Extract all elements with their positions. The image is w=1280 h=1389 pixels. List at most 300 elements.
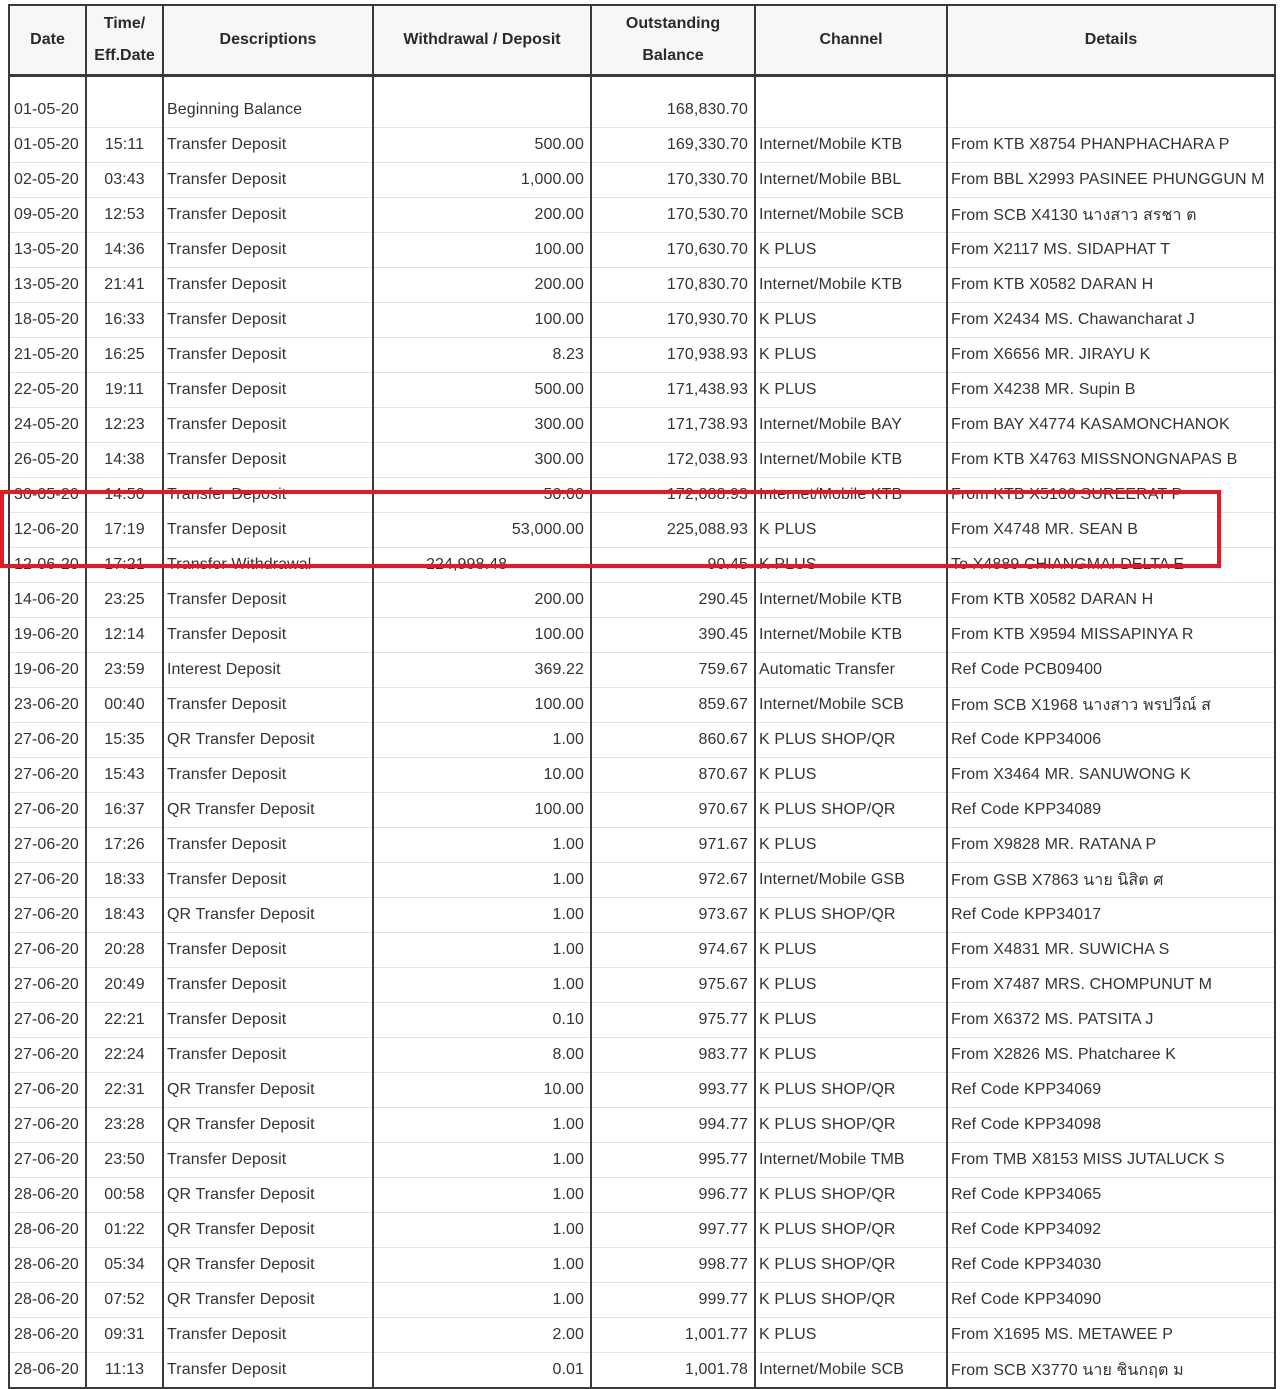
- spacer-cell: [947, 76, 1275, 94]
- cell-channel: Internet/Mobile BAY: [755, 408, 947, 443]
- cell-balance: 870.67: [591, 758, 755, 793]
- cell-time: 19:11: [86, 373, 163, 408]
- spacer-cell: [373, 76, 591, 94]
- cell-time: 14:36: [86, 233, 163, 268]
- cell-time: 16:25: [86, 338, 163, 373]
- cell-details: Ref Code KPP34030: [947, 1248, 1275, 1283]
- cell-description: Transfer Deposit: [163, 583, 373, 618]
- cell-time: 21:41: [86, 268, 163, 303]
- cell-date: 27-06-20: [9, 933, 86, 968]
- cell-channel: K PLUS SHOP/QR: [755, 1073, 947, 1108]
- spacer-row: [9, 76, 1275, 94]
- cell-time: 20:49: [86, 968, 163, 1003]
- cell-date: 19-06-20: [9, 653, 86, 688]
- table-row: [9, 1178, 1275, 1213]
- cell-amount: 100.00: [373, 233, 591, 268]
- cell-time: 17:21: [86, 548, 163, 583]
- cell-time: 00:40: [86, 688, 163, 723]
- cell-time: 22:21: [86, 1003, 163, 1038]
- table-row: [9, 1353, 1275, 1389]
- cell-time: 12:14: [86, 618, 163, 653]
- cell-amount: 1.00: [373, 1143, 591, 1178]
- cell-channel: Internet/Mobile KTB: [755, 128, 947, 163]
- table-row: [9, 1073, 1275, 1108]
- cell-channel: Internet/Mobile KTB: [755, 618, 947, 653]
- cell-details: From KTB X5106 SUREERAT P: [947, 478, 1275, 513]
- cell-time: 22:31: [86, 1073, 163, 1108]
- cell-details: From KTB X4763 MISSNONGNAPAS B: [947, 443, 1275, 478]
- cell-description: Transfer Deposit: [163, 933, 373, 968]
- cell-time: 03:43: [86, 163, 163, 198]
- cell-description: QR Transfer Deposit: [163, 1248, 373, 1283]
- header-channel: Channel: [755, 5, 947, 76]
- table-row: [9, 268, 1275, 303]
- cell-time: 09:31: [86, 1318, 163, 1353]
- cell-channel: K PLUS: [755, 513, 947, 548]
- cell-description: Transfer Deposit: [163, 268, 373, 303]
- cell-amount: 53,000.00: [373, 513, 591, 548]
- spacer-cell: [9, 76, 86, 94]
- header-date: Date: [9, 5, 86, 76]
- cell-date: 13-05-20: [9, 268, 86, 303]
- cell-time: 16:33: [86, 303, 163, 338]
- table-row: [9, 688, 1275, 723]
- table-row: [9, 163, 1275, 198]
- table-row: [9, 793, 1275, 828]
- cell-date: 01-05-20: [9, 93, 86, 128]
- cell-balance: 172,038.93: [591, 443, 755, 478]
- cell-balance: 1,001.77: [591, 1318, 755, 1353]
- cell-details: Ref Code KPP34089: [947, 793, 1275, 828]
- cell-details: Ref Code KPP34065: [947, 1178, 1275, 1213]
- cell-details: From X7487 MRS. CHOMPUNUT M: [947, 968, 1275, 1003]
- cell-balance: 996.77: [591, 1178, 755, 1213]
- cell-channel: K PLUS: [755, 338, 947, 373]
- cell-channel: K PLUS SHOP/QR: [755, 1283, 947, 1318]
- cell-date: 27-06-20: [9, 1073, 86, 1108]
- table-row: [9, 1318, 1275, 1353]
- header-outstanding-balance: Outstanding Balance: [591, 5, 755, 76]
- cell-amount: 0.01: [373, 1353, 591, 1389]
- cell-date: 27-06-20: [9, 723, 86, 758]
- cell-amount: 1.00: [373, 828, 591, 863]
- table-row: [9, 548, 1275, 583]
- cell-date: 12-06-20: [9, 548, 86, 583]
- cell-date: 27-06-20: [9, 1003, 86, 1038]
- cell-date: 01-05-20: [9, 128, 86, 163]
- cell-balance: 975.77: [591, 1003, 755, 1038]
- cell-description: Transfer Deposit: [163, 1318, 373, 1353]
- cell-description: Transfer Deposit: [163, 863, 373, 898]
- cell-description: QR Transfer Deposit: [163, 1178, 373, 1213]
- table-row: [9, 478, 1275, 513]
- table-row: [9, 443, 1275, 478]
- cell-description: Interest Deposit: [163, 653, 373, 688]
- cell-channel: K PLUS SHOP/QR: [755, 1213, 947, 1248]
- cell-time: 20:28: [86, 933, 163, 968]
- cell-time: 00:58: [86, 1178, 163, 1213]
- cell-date: 26-05-20: [9, 443, 86, 478]
- cell-balance: 171,738.93: [591, 408, 755, 443]
- cell-description: QR Transfer Deposit: [163, 1108, 373, 1143]
- cell-amount: 1.00: [373, 1248, 591, 1283]
- cell-details: From X9828 MR. RATANA P: [947, 828, 1275, 863]
- cell-channel: K PLUS: [755, 1318, 947, 1353]
- cell-balance: 390.45: [591, 618, 755, 653]
- cell-date: 18-05-20: [9, 303, 86, 338]
- cell-balance: 859.67: [591, 688, 755, 723]
- table-row: [9, 968, 1275, 1003]
- cell-time: 18:43: [86, 898, 163, 933]
- cell-description: Transfer Deposit: [163, 688, 373, 723]
- cell-amount: 100.00: [373, 303, 591, 338]
- cell-channel: Automatic Transfer: [755, 653, 947, 688]
- cell-date: 28-06-20: [9, 1213, 86, 1248]
- cell-date: 22-05-20: [9, 373, 86, 408]
- table-row: [9, 93, 1275, 128]
- table-row: [9, 1143, 1275, 1178]
- cell-date: 28-06-20: [9, 1353, 86, 1389]
- cell-channel: K PLUS: [755, 1003, 947, 1038]
- cell-amount: 1.00: [373, 863, 591, 898]
- cell-amount: 300.00: [373, 408, 591, 443]
- cell-balance: 997.77: [591, 1213, 755, 1248]
- cell-details: Ref Code KPP34069: [947, 1073, 1275, 1108]
- cell-amount: 8.00: [373, 1038, 591, 1073]
- table-row: [9, 898, 1275, 933]
- cell-details: From KTB X0582 DARAN H: [947, 268, 1275, 303]
- cell-channel: Internet/Mobile KTB: [755, 268, 947, 303]
- cell-balance: 90.45: [591, 548, 755, 583]
- table-row: [9, 373, 1275, 408]
- cell-description: Transfer Withdrawal: [163, 548, 373, 583]
- cell-balance: 999.77: [591, 1283, 755, 1318]
- cell-date: 23-06-20: [9, 688, 86, 723]
- cell-time: 23:50: [86, 1143, 163, 1178]
- table-row: [9, 758, 1275, 793]
- cell-details: Ref Code KPP34090: [947, 1283, 1275, 1318]
- header-withdrawal-deposit: Withdrawal / Deposit: [373, 5, 591, 76]
- cell-details: From X2117 MS. SIDAPHAT T: [947, 233, 1275, 268]
- cell-amount: 1.00: [373, 898, 591, 933]
- cell-balance: 172,088.93: [591, 478, 755, 513]
- cell-description: Transfer Deposit: [163, 513, 373, 548]
- cell-channel: K PLUS: [755, 933, 947, 968]
- cell-time: 01:22: [86, 1213, 163, 1248]
- cell-details: From X6656 MR. JIRAYU K: [947, 338, 1275, 373]
- cell-date: 19-06-20: [9, 618, 86, 653]
- cell-balance: 975.67: [591, 968, 755, 1003]
- cell-description: Transfer Deposit: [163, 1143, 373, 1178]
- cell-amount: 100.00: [373, 793, 591, 828]
- cell-details: From SCB X1968 นางสาว พรปวีณ์ ส: [947, 688, 1275, 723]
- cell-balance: 170,930.70: [591, 303, 755, 338]
- cell-amount: 100.00: [373, 618, 591, 653]
- cell-channel: Internet/Mobile BBL: [755, 163, 947, 198]
- cell-details: From GSB X7863 นาย นิสิต ศ: [947, 863, 1275, 898]
- cell-description: Transfer Deposit: [163, 1353, 373, 1389]
- cell-channel: K PLUS SHOP/QR: [755, 723, 947, 758]
- table-row: [9, 618, 1275, 653]
- cell-description: Beginning Balance: [163, 93, 373, 128]
- cell-description: Transfer Deposit: [163, 303, 373, 338]
- cell-time: 14:38: [86, 443, 163, 478]
- cell-amount: [373, 93, 591, 128]
- cell-description: QR Transfer Deposit: [163, 898, 373, 933]
- cell-channel: Internet/Mobile KTB: [755, 478, 947, 513]
- cell-date: 27-06-20: [9, 1038, 86, 1073]
- header-descriptions: Descriptions: [163, 5, 373, 76]
- cell-balance: 971.67: [591, 828, 755, 863]
- cell-description: Transfer Deposit: [163, 338, 373, 373]
- cell-description: Transfer Deposit: [163, 618, 373, 653]
- cell-time: 18:33: [86, 863, 163, 898]
- cell-time: 11:13: [86, 1353, 163, 1389]
- cell-date: 27-06-20: [9, 968, 86, 1003]
- cell-details: From X4831 MR. SUWICHA S: [947, 933, 1275, 968]
- cell-amount: 2.00: [373, 1318, 591, 1353]
- header-time: Time/ Eff.Date: [86, 5, 163, 76]
- cell-details: From KTB X9594 MISSAPINYA R: [947, 618, 1275, 653]
- cell-description: Transfer Deposit: [163, 828, 373, 863]
- cell-channel: K PLUS: [755, 373, 947, 408]
- cell-time: 12:23: [86, 408, 163, 443]
- cell-details: Ref Code KPP34098: [947, 1108, 1275, 1143]
- cell-balance: 171,438.93: [591, 373, 755, 408]
- cell-details: From SCB X3770 นาย ชินกฤต ม: [947, 1353, 1275, 1389]
- cell-description: Transfer Deposit: [163, 233, 373, 268]
- table-row: [9, 233, 1275, 268]
- cell-description: Transfer Deposit: [163, 1003, 373, 1038]
- cell-balance: 170,530.70: [591, 198, 755, 233]
- cell-time: 23:59: [86, 653, 163, 688]
- cell-date: 21-05-20: [9, 338, 86, 373]
- cell-balance: 170,830.70: [591, 268, 755, 303]
- cell-amount: 1.00: [373, 1178, 591, 1213]
- cell-balance: 169,330.70: [591, 128, 755, 163]
- cell-time: 17:26: [86, 828, 163, 863]
- cell-date: 12-06-20: [9, 513, 86, 548]
- cell-date: 09-05-20: [9, 198, 86, 233]
- cell-channel: [755, 93, 947, 128]
- table-row: [9, 863, 1275, 898]
- cell-balance: 972.67: [591, 863, 755, 898]
- cell-description: Transfer Deposit: [163, 478, 373, 513]
- spacer-cell: [86, 76, 163, 94]
- cell-details: Ref Code KPP34092: [947, 1213, 1275, 1248]
- cell-channel: K PLUS: [755, 1038, 947, 1073]
- cell-channel: Internet/Mobile KTB: [755, 583, 947, 618]
- cell-channel: K PLUS: [755, 828, 947, 863]
- statement-table: [8, 4, 1276, 1389]
- cell-date: 27-06-20: [9, 1143, 86, 1178]
- table-row: [9, 1038, 1275, 1073]
- cell-date: 28-06-20: [9, 1318, 86, 1353]
- cell-amount: 200.00: [373, 198, 591, 233]
- cell-details: From BAY X4774 KASAMONCHANOK: [947, 408, 1275, 443]
- cell-description: Transfer Deposit: [163, 198, 373, 233]
- cell-amount: 369.22: [373, 653, 591, 688]
- cell-details: From BBL X2993 PASINEE PHUNGGUN M: [947, 163, 1275, 198]
- table-row: [9, 338, 1275, 373]
- cell-details: Ref Code KPP34017: [947, 898, 1275, 933]
- cell-details: From X2826 MS. Phatcharee K: [947, 1038, 1275, 1073]
- table-row: [9, 723, 1275, 758]
- cell-description: QR Transfer Deposit: [163, 1073, 373, 1108]
- cell-time: 17:19: [86, 513, 163, 548]
- cell-date: 28-06-20: [9, 1248, 86, 1283]
- cell-balance: 759.67: [591, 653, 755, 688]
- cell-amount: 1,000.00: [373, 163, 591, 198]
- cell-amount: 10.00: [373, 1073, 591, 1108]
- cell-details: From X3464 MR. SANUWONG K: [947, 758, 1275, 793]
- cell-channel: K PLUS SHOP/QR: [755, 898, 947, 933]
- cell-balance: 170,330.70: [591, 163, 755, 198]
- cell-details: [947, 93, 1275, 128]
- cell-details: Ref Code KPP34006: [947, 723, 1275, 758]
- spacer-cell: [591, 76, 755, 94]
- cell-amount: 50.00: [373, 478, 591, 513]
- spacer-cell: [755, 76, 947, 94]
- cell-description: Transfer Deposit: [163, 373, 373, 408]
- cell-channel: Internet/Mobile SCB: [755, 688, 947, 723]
- table-row: [9, 198, 1275, 233]
- cell-description: Transfer Deposit: [163, 163, 373, 198]
- table-row: [9, 1283, 1275, 1318]
- cell-details: From X1695 MS. METAWEE P: [947, 1318, 1275, 1353]
- cell-details: From TMB X8153 MISS JUTALUCK S: [947, 1143, 1275, 1178]
- cell-description: Transfer Deposit: [163, 443, 373, 478]
- cell-balance: 983.77: [591, 1038, 755, 1073]
- table-row: [9, 933, 1275, 968]
- table-row: [9, 1248, 1275, 1283]
- cell-balance: 995.77: [591, 1143, 755, 1178]
- cell-date: 28-06-20: [9, 1178, 86, 1213]
- cell-amount: 1.00: [373, 933, 591, 968]
- cell-channel: Internet/Mobile TMB: [755, 1143, 947, 1178]
- table-row: [9, 513, 1275, 548]
- cell-balance: 168,830.70: [591, 93, 755, 128]
- cell-channel: K PLUS SHOP/QR: [755, 1108, 947, 1143]
- cell-amount: 1.00: [373, 1213, 591, 1248]
- cell-time: 23:25: [86, 583, 163, 618]
- cell-amount: 8.23: [373, 338, 591, 373]
- cell-date: 27-06-20: [9, 758, 86, 793]
- cell-amount: 0.10: [373, 1003, 591, 1038]
- table-row: [9, 1108, 1275, 1143]
- cell-date: 27-06-20: [9, 898, 86, 933]
- table-row: [9, 1003, 1275, 1038]
- cell-time: 12:53: [86, 198, 163, 233]
- cell-details: From KTB X0582 DARAN H: [947, 583, 1275, 618]
- cell-details: Ref Code PCB09400: [947, 653, 1275, 688]
- table-row: [9, 583, 1275, 618]
- spacer-cell: [163, 76, 373, 94]
- cell-time: [86, 93, 163, 128]
- cell-time: 05:34: [86, 1248, 163, 1283]
- cell-time: 15:11: [86, 128, 163, 163]
- cell-amount: 100.00: [373, 688, 591, 723]
- cell-details: From X4748 MR. SEAN B: [947, 513, 1275, 548]
- cell-balance: 1,001.78: [591, 1353, 755, 1389]
- cell-time: 23:28: [86, 1108, 163, 1143]
- cell-amount: 1.00: [373, 723, 591, 758]
- cell-channel: K PLUS: [755, 758, 947, 793]
- cell-channel: Internet/Mobile GSB: [755, 863, 947, 898]
- cell-balance: 994.77: [591, 1108, 755, 1143]
- cell-channel: K PLUS SHOP/QR: [755, 1248, 947, 1283]
- cell-channel: K PLUS: [755, 233, 947, 268]
- cell-amount: 200.00: [373, 268, 591, 303]
- cell-details: From X2434 MS. Chawancharat J: [947, 303, 1275, 338]
- cell-amount: 10.00: [373, 758, 591, 793]
- table-row: [9, 828, 1275, 863]
- cell-date: 27-06-20: [9, 793, 86, 828]
- cell-details: From KTB X8754 PHANPHACHARA P: [947, 128, 1275, 163]
- cell-description: QR Transfer Deposit: [163, 793, 373, 828]
- cell-date: 27-06-20: [9, 863, 86, 898]
- cell-channel: Internet/Mobile KTB: [755, 443, 947, 478]
- cell-description: Transfer Deposit: [163, 758, 373, 793]
- cell-date: 14-06-20: [9, 583, 86, 618]
- cell-date: 28-06-20: [9, 1283, 86, 1318]
- cell-date: 24-05-20: [9, 408, 86, 443]
- cell-balance: 290.45: [591, 583, 755, 618]
- cell-amount: 1.00: [373, 1283, 591, 1318]
- table-row: [9, 408, 1275, 443]
- table-row: [9, 1213, 1275, 1248]
- cell-description: QR Transfer Deposit: [163, 1213, 373, 1248]
- table-row: [9, 303, 1275, 338]
- cell-channel: K PLUS SHOP/QR: [755, 1178, 947, 1213]
- cell-channel: Internet/Mobile SCB: [755, 198, 947, 233]
- cell-balance: 170,630.70: [591, 233, 755, 268]
- cell-date: 27-06-20: [9, 828, 86, 863]
- cell-date: 13-05-20: [9, 233, 86, 268]
- cell-balance: 970.67: [591, 793, 755, 828]
- cell-time: 15:35: [86, 723, 163, 758]
- cell-amount: 300.00: [373, 443, 591, 478]
- cell-channel: Internet/Mobile SCB: [755, 1353, 947, 1389]
- cell-description: QR Transfer Deposit: [163, 723, 373, 758]
- cell-description: Transfer Deposit: [163, 128, 373, 163]
- cell-time: 15:43: [86, 758, 163, 793]
- cell-description: Transfer Deposit: [163, 968, 373, 1003]
- cell-balance: 170,938.93: [591, 338, 755, 373]
- cell-time: 07:52: [86, 1283, 163, 1318]
- cell-details: From SCB X4130 นางสาว สรชา ต: [947, 198, 1275, 233]
- cell-amount: 224,998.48: [373, 548, 591, 583]
- cell-description: Transfer Deposit: [163, 408, 373, 443]
- cell-channel: K PLUS: [755, 968, 947, 1003]
- table-header: [9, 5, 1275, 76]
- cell-balance: 225,088.93: [591, 513, 755, 548]
- cell-description: QR Transfer Deposit: [163, 1283, 373, 1318]
- header-details: Details: [947, 5, 1275, 76]
- cell-amount: 200.00: [373, 583, 591, 618]
- cell-balance: 993.77: [591, 1073, 755, 1108]
- table-row: [9, 128, 1275, 163]
- cell-balance: 860.67: [591, 723, 755, 758]
- cell-date: 02-05-20: [9, 163, 86, 198]
- table-row: [9, 653, 1275, 688]
- cell-channel: K PLUS SHOP/QR: [755, 793, 947, 828]
- table-body: [9, 76, 1275, 1389]
- cell-channel: K PLUS: [755, 548, 947, 583]
- cell-date: 27-06-20: [9, 1108, 86, 1143]
- cell-details: To X4889 CHIANGMAI DELTA E: [947, 548, 1275, 583]
- cell-time: 22:24: [86, 1038, 163, 1073]
